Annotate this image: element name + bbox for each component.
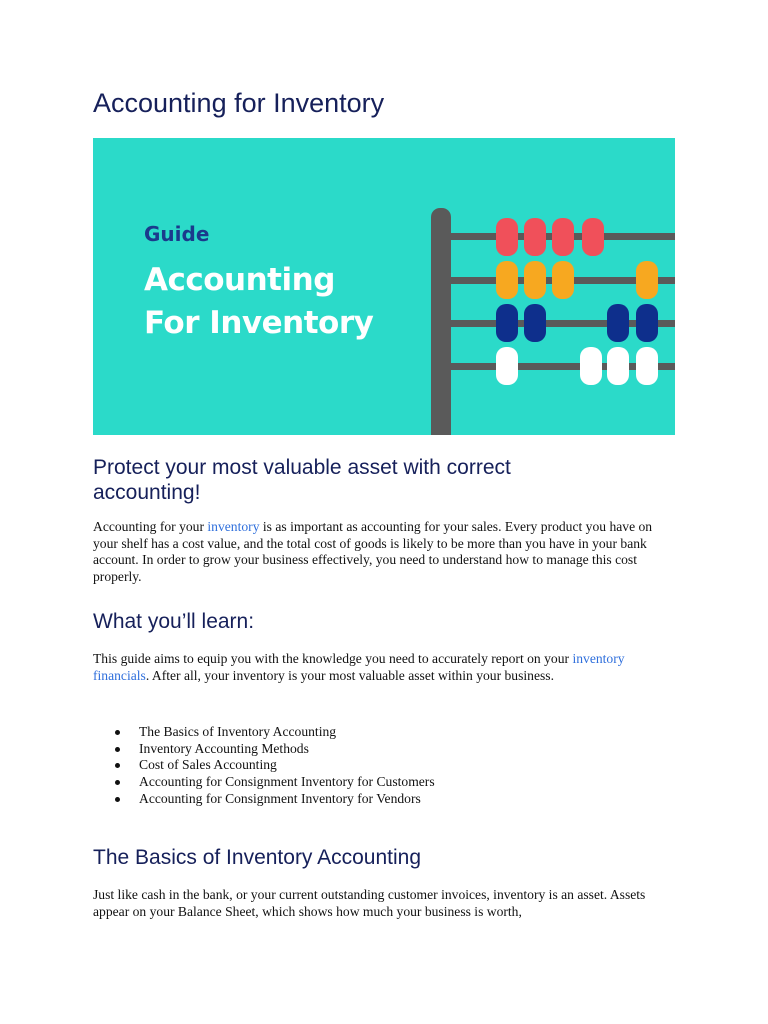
- section-heading-basics: The Basics of Inventory Accounting: [93, 846, 422, 869]
- list-item-label: Cost of Sales Accounting: [139, 757, 277, 773]
- intro-text-start: Accounting for your: [93, 519, 208, 534]
- basics-paragraph: Just like cash in the bank, or your current outstanding customer invoices, inventory is an asset. Assets appear on your Balance Sheet, which shows how much your business is worth,: [93, 887, 646, 919]
- topics-list: [93, 724, 435, 808]
- abacus-bead-red: [552, 218, 574, 256]
- hero-banner-image: [93, 138, 675, 435]
- section-heading-learn: What you’ll learn:: [93, 610, 255, 633]
- list-item: [93, 741, 435, 758]
- inventory-link[interactable]: inventory: [207, 519, 260, 534]
- abacus-bead-orange: [524, 261, 546, 299]
- abacus-bead-navy: [636, 304, 658, 342]
- abacus-illustration: [93, 138, 675, 435]
- bullet-icon: [115, 797, 120, 802]
- hero-title-line-2: For Inventory: [144, 305, 374, 341]
- abacus-bead-navy: [607, 304, 629, 342]
- hero-guide-label: Guide: [144, 222, 210, 246]
- bullet-icon: [115, 780, 120, 785]
- bullet-icon: [115, 747, 120, 752]
- list-item: [93, 757, 435, 774]
- list-item: [93, 774, 435, 791]
- section-heading-protect: Protect your most valuable asset with correct accounting!: [93, 456, 511, 504]
- list-item: [93, 791, 435, 808]
- abacus-bead-red: [496, 218, 518, 256]
- abacus-bead-white: [636, 347, 658, 385]
- hero-title-line-1: Accounting: [144, 262, 335, 298]
- list-item: [93, 724, 435, 741]
- learn-paragraph: [93, 651, 677, 684]
- abacus-bead-orange: [552, 261, 574, 299]
- abacus-bead-white: [607, 347, 629, 385]
- abacus-bead-orange: [636, 261, 658, 299]
- list-item-label: Inventory Accounting Methods: [139, 740, 309, 756]
- page-title: Accounting for Inventory: [93, 88, 385, 118]
- bullet-icon: [115, 730, 120, 735]
- intro-text-end: is as important as accounting for your sales. Every product you have on your shelf has a cost value, and the total cost of goods is likely to be more than you have in your bank account. In order to grow your business effectively, you need to understand how to manage this cost properly.: [93, 519, 653, 585]
- abacus-bead-orange: [496, 261, 518, 299]
- learn-text-start: This guide aims to equip you with the knowledge you need to accurately report on your: [93, 651, 573, 666]
- abacus-bead-white: [580, 347, 602, 385]
- list-item-label: Accounting for Consignment Inventory for Vendors: [139, 790, 421, 806]
- abacus-bead-navy: [524, 304, 546, 342]
- intro-paragraph: [93, 519, 677, 586]
- abacus-bead-white: [496, 347, 518, 385]
- list-item-label: Accounting for Consignment Inventory for Customers: [139, 774, 435, 790]
- learn-text-end: . After all, your inventory is your most valuable asset within your business.: [145, 667, 554, 683]
- abacus-bead-red: [582, 218, 604, 256]
- bullet-icon: [115, 763, 120, 768]
- list-item-label: The Basics of Inventory Accounting: [139, 724, 337, 739]
- abacus-bead-red: [524, 218, 546, 256]
- inventory-financials-link[interactable]: inventory financials: [93, 651, 625, 683]
- abacus-bead-navy: [496, 304, 518, 342]
